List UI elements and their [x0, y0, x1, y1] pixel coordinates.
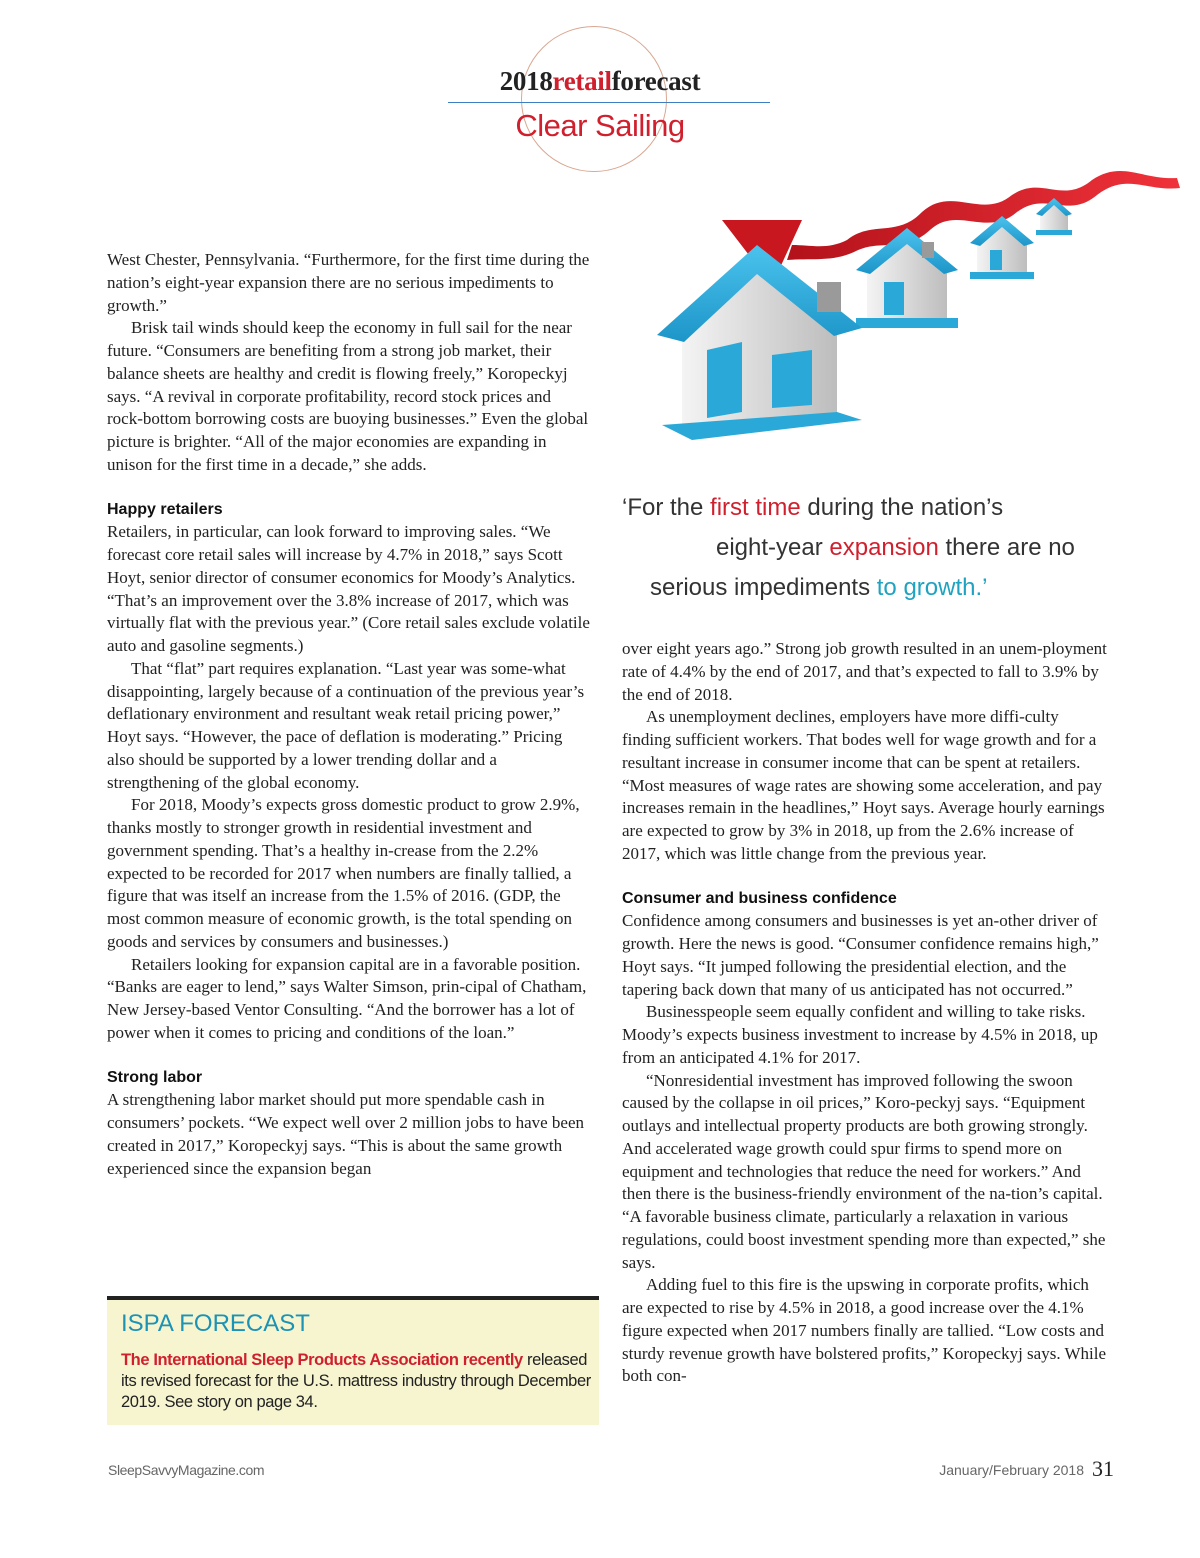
paragraph: Adding fuel to this fire is the upswing in corporate profits, which are expected to rise by 4.5% in 2018, a good increase over the 4.1% figure expected when 2017 numbers finally are tallied. “Low costs and sturdy revenue growth have bolstered profits,” Koropeckyj says. While both con- — [622, 1275, 1107, 1386]
paragraph: Retailers looking for expansion capital are in a favorable position. “Banks are eager to lend,” says Walter Simson, prin-cipal of Chatham, New Jersey-based Ventor Consulting. “And the borrower has a lot of power when it comes to pricing and conditions of the loan.” — [107, 954, 587, 1042]
section-title-year: 2018 — [499, 66, 553, 96]
section-title-retail: retail — [552, 66, 612, 96]
footer-website: SleepSavvyMagazine.com — [108, 1462, 265, 1478]
left-text-column — [107, 249, 591, 1180]
section-title — [0, 66, 1200, 97]
ispa-box-text — [121, 1350, 591, 1413]
section-title-forecast: forecast — [611, 66, 701, 96]
paragraph: over eight years ago.” Strong job growth resulted in an unem-ployment rate of 4.4% by the end of 2017, and that’s expected to fall to 3.9% by the end of 2018. — [622, 639, 1107, 704]
paragraph: “Nonresidential investment has improved following the swoon caused by the collapse in oil prices,” Koro-peckyj says. “Equipment outlays and intellectual property products are both growing strongly. And accelerated wage growth could spur firms to spend more on equipment and technologies that reduce the need for workers.” And then there is the business-friendly environment of the na-tion’s capital. “A favorable business climate, particularly a relaxation in various regulations, could boost investment spending more than expected,” she says. — [622, 1070, 1106, 1272]
houses-arrow-illustration — [622, 150, 1200, 473]
paragraph: West Chester, Pennsylvania. “Furthermore, for the first time during the nation’s eight-year expansion there are no serious impediments to growth.” — [107, 250, 590, 315]
house-icon-small-3 — [970, 216, 1034, 279]
article-title: Clear Sailing — [515, 108, 685, 143]
house-icon-large — [657, 245, 862, 440]
paragraph: Brisk tail winds should keep the economy in full sail for the near future. “Consumers are benefiting from a strong job market, their balance sheets are healthy and credit is flowing freely,” Koropeckyj says. “A revival in corporate profitability, record stock prices and rock-bottom borrowing costs are buoying businesses.” Even the global picture is brighter. “All of the major economies are expanding in unison for the first time in a decade,” she adds. — [107, 318, 589, 474]
paragraph: As unemployment declines, employers have more diffi-culty finding sufficient workers. That bodes well for wage growth and for a resultant increase in consumer income that can be spent at retailers. “Most measures of wage rates are showing some acceleration, and pay increases remain in the headlines,” Hoyt says. Average hourly earnings are expected to grow by 3% in 2018, up from the 2.6% increase of 2017, which was little change from the previous year. — [622, 707, 1105, 863]
header-rule — [448, 102, 770, 103]
ispa-box-lead: The International Sleep Products Association recently — [121, 1351, 523, 1369]
paragraph: A strengthening labor market should put more spendable cash in consumers’ pockets. “We expect well over 2 million jobs to have been created in 2017,” Koropeckyj says. “This is about the same growth experienced since the expansion began — [107, 1090, 585, 1178]
pull-quote-line-1: ‘For the first time during the nation’s — [622, 494, 1004, 521]
subhead-consumer-business-confidence: Consumer and business confidence — [622, 889, 897, 907]
subhead-happy-retailers: Happy retailers — [107, 500, 223, 518]
right-text-column — [622, 638, 1112, 1388]
paragraph: That “flat” part requires explanation. “Last year was some-what disappointing, largely because of a continuation of the previous year’s deflationary environment and resultant weak retail pricing power,” Hoyt says. “However, the pace of deflation is moderating.” Pricing also should be supported by a lower trending dollar and a strengthening of the global economy. — [107, 658, 585, 792]
paragraph: Confidence among consumers and businesses is yet an-other driver of growth. Here the news is good. “Consumer confidence remains high,” Hoyt says. “It jumped following the presidential election, and the tapering back down that many of us anticipated has not occurred.” — [622, 911, 1099, 999]
paragraph: For 2018, Moody’s expects gross domestic product to grow 2.9%, thanks mostly to stronger growth in residential investment and government spending. That’s a healthy in-crease from the 2.2% expected to be recorded for 2017 when numbers are finally tallied, a figure that was itself an increase from the 1.5% of 2016. (GDP, the most common measure of economic growth, is the total spending on goods and services by consumers and businesses.) — [107, 795, 580, 951]
ispa-box-body: released its revised forecast for the U.S. mattress industry through December 2019. See story on page 34. — [121, 1351, 591, 1411]
subhead-strong-labor: Strong labor — [107, 1068, 203, 1086]
footer-issue: January/February 2018 — [939, 1462, 1084, 1478]
paragraph: Businesspeople seem equally confident and willing to take risks. Moody’s expects business investment to increase by 4.5% in 2018, up from an anticipated 4.1% for 2017. — [622, 1002, 1098, 1067]
page-number: 31 — [1092, 1456, 1114, 1481]
ispa-box-title: ISPA FORECAST — [121, 1310, 310, 1337]
pull-quote-line-2: eight-year expansion there are no — [716, 534, 1075, 561]
paragraph: Retailers, in particular, can look forward to improving sales. “We forecast core retail sales will increase by 4.7% in 2018,” says Scott Hoyt, senior director of consumer economics for Moody’s Analytics. “That’s an improvement over the 3.8% increase of 2017, which was virtually flat with the previous year.” (Core retail sales exclude volatile auto and gasoline segments.) — [107, 522, 590, 655]
ispa-forecast-box — [107, 1296, 599, 1425]
pull-quote-line-3: serious impediments to growth.’ — [650, 574, 988, 601]
